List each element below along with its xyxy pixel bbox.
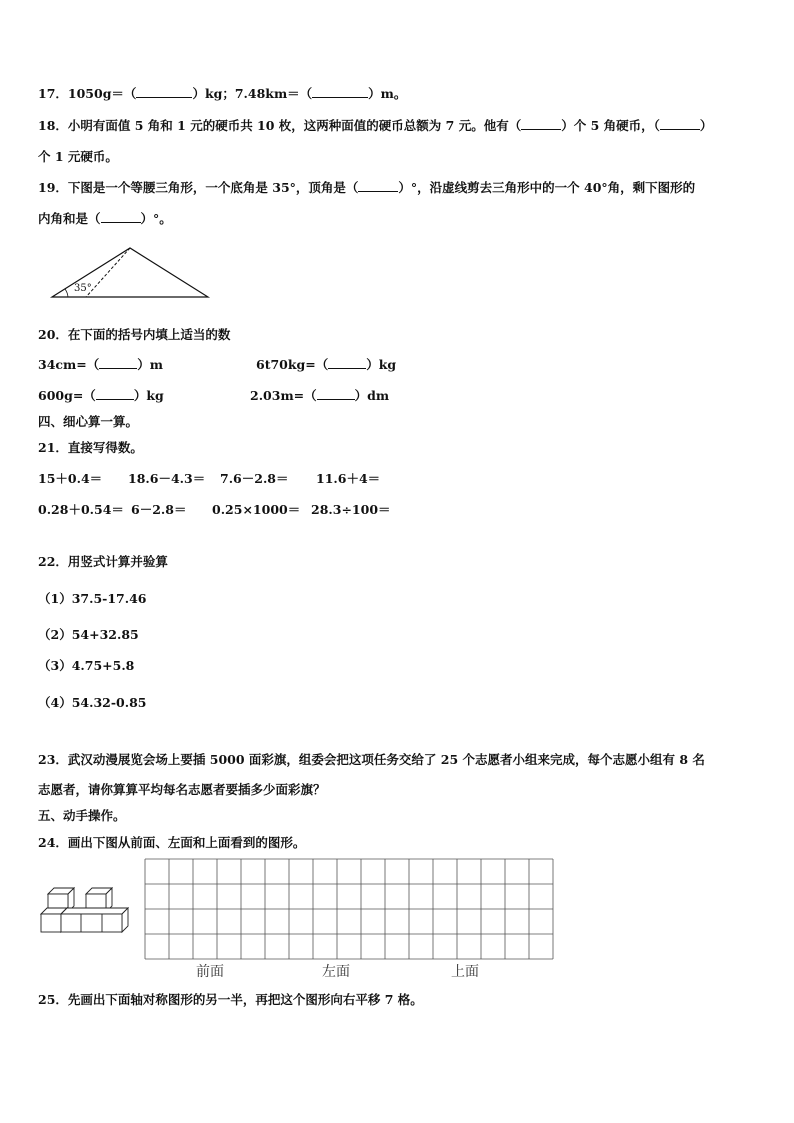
q21-number: 21．: [38, 440, 68, 455]
q18-blank-2[interactable]: [660, 117, 700, 130]
question-24: [38, 833, 305, 851]
q20-blank-2[interactable]: [328, 356, 366, 369]
q23-line-1: 武汉动漫展览会场上要插 5000 面彩旗，组委会把这项任务交给了 25 个志愿者小组来完成，每个志愿小组有 8 名: [67, 752, 705, 767]
q17-blank-2[interactable]: [312, 85, 368, 98]
question-22: [38, 552, 168, 570]
q24-title: 画出下图从前面、左面和上面看到的图形。: [67, 835, 306, 850]
q21-title: 直接写得数。: [67, 440, 143, 455]
q21-calc: 11.6＋4＝: [316, 471, 381, 486]
q22-item: （1）37.5-17.46: [38, 591, 147, 606]
q20-item-3: 600g=（ ）kg: [38, 388, 164, 403]
isosceles-triangle-figure: [48, 244, 212, 302]
q21-calc: 28.3÷100＝: [311, 502, 391, 517]
angle-arc: [65, 289, 68, 297]
question-25: [38, 990, 423, 1008]
q19-text-d: ）°。: [140, 211, 172, 226]
q19-text-b: ）°，沿虚线剪去三角形中的一个 40°角，剩下图形的: [398, 180, 696, 195]
q20-item-4: 2.03m=（ ）dm: [250, 388, 390, 403]
q18-line-2: 个 1 元硬币。: [38, 149, 118, 164]
q20-item-2: 6t70kg=（ ）kg: [256, 357, 397, 372]
q21-calc: 6－2.8＝: [131, 502, 187, 517]
q20-item-1: 34cm=（ ）m: [38, 357, 163, 372]
label-top-view: 上面: [451, 964, 479, 980]
question-23: [38, 750, 705, 768]
q19-text-a: 下图是一个等腰三角形，一个底角是 35°，顶角是（: [67, 180, 359, 195]
drawing-grid[interactable]: [144, 858, 556, 960]
q20-blank-1[interactable]: [99, 356, 137, 369]
section-4-heading: 四、细心算一算。: [38, 414, 139, 429]
q21-calc: 15＋0.4＝: [38, 471, 103, 486]
q25-number: 25．: [38, 992, 68, 1007]
q18-number: 18．: [38, 118, 68, 133]
question-17: [38, 84, 406, 102]
q19-blank-1[interactable]: [358, 179, 398, 192]
q19-number: 19．: [38, 180, 68, 195]
q22-item: （2）54+32.85: [38, 627, 139, 642]
q17-blank-1[interactable]: [136, 85, 192, 98]
cube-stack-figure: [38, 880, 134, 936]
q17-text-b: ）kg；7.48km＝（: [192, 86, 313, 101]
q20-number: 20．: [38, 327, 68, 342]
q18-text-a: 小明有面值 5 角和 1 元的硬币共 10 枚，这两种面值的硬币总额为 7 元。他有（: [67, 118, 522, 133]
question-20: [38, 325, 230, 343]
q21-calc: 7.6－2.8＝: [220, 471, 289, 486]
q22-item: （4）54.32-0.85: [38, 695, 147, 710]
q17-text-a: 1050g＝（: [67, 86, 137, 101]
q23-number: 23．: [38, 752, 68, 767]
q19-text-c: 内角和是（: [38, 211, 101, 226]
q25-title: 先画出下面轴对称图形的另一半，再把这个图形向右平移 7 格。: [67, 992, 423, 1007]
q23-line-2: 志愿者，请你算算平均每名志愿者要插多少面彩旗？: [38, 782, 326, 797]
cut-dashed-line: [86, 248, 130, 297]
question-19: [38, 178, 695, 196]
q20-title: 在下面的括号内填上适当的数: [67, 327, 231, 342]
angle-label: 35°: [74, 283, 92, 294]
question-18: [38, 116, 712, 134]
q21-calc: 0.25×1000＝: [212, 502, 301, 517]
q22-item: （3）4.75+5.8: [38, 658, 135, 673]
q19-line-2: [38, 209, 172, 227]
label-left-view: 左面: [322, 964, 350, 980]
q18-text-c: ）: [699, 118, 713, 133]
q21-calc: 18.6－4.3＝: [128, 471, 206, 486]
q18-blank-1[interactable]: [521, 117, 561, 130]
q20-blank-4[interactable]: [317, 387, 355, 400]
q24-number: 24．: [38, 835, 68, 850]
q17-text-c: ）m。: [368, 86, 407, 101]
q18-text-b: ）个 5 角硬币，（: [561, 118, 660, 133]
q21-calc: 0.28＋0.54＝: [38, 502, 124, 517]
section-5-heading: 五、动手操作。: [38, 808, 126, 823]
q17-number: 17．: [38, 86, 68, 101]
q22-title: 用竖式计算并验算: [67, 554, 168, 569]
q22-number: 22．: [38, 554, 68, 569]
q20-blank-3[interactable]: [96, 387, 134, 400]
label-front-view: 前面: [196, 964, 224, 980]
q19-blank-2[interactable]: [101, 210, 141, 223]
question-21: [38, 438, 143, 456]
